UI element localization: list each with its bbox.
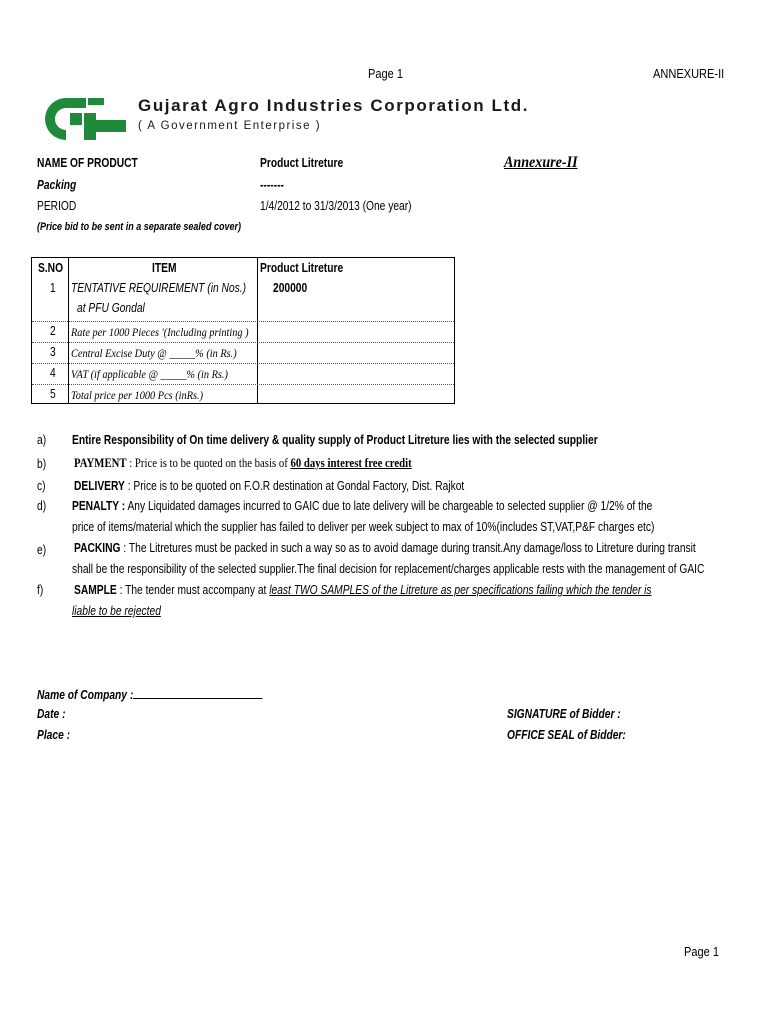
place-label: Place : bbox=[37, 728, 71, 742]
term-d-text: Any Liquidated damages incurred to GAIC due to late delivery will be chargeable to selected supplier @ 1/2% of the bbox=[125, 499, 653, 513]
office-seal-label: OFFICE SEAL of Bidder: bbox=[507, 728, 626, 742]
page-number-bottom: Page 1 bbox=[684, 944, 720, 959]
price-bid-note: (Price bid to be sent in a separate sealed cover) bbox=[37, 221, 242, 233]
row-1-sno: 1 bbox=[50, 281, 56, 295]
row-5-item: Total price per 1000 Pcs (inRs.) bbox=[71, 388, 204, 402]
term-f-marker: f) bbox=[37, 583, 44, 597]
term-d-heading: PENALTY : bbox=[72, 499, 126, 513]
row-divider bbox=[32, 363, 454, 364]
gaic-logo-icon bbox=[40, 96, 130, 147]
term-e-marker: e) bbox=[37, 543, 47, 557]
name-of-company-line bbox=[133, 686, 263, 699]
name-of-product-value: Product Litreture bbox=[260, 156, 344, 170]
term-d-marker: d) bbox=[37, 499, 47, 513]
term-f-line bbox=[74, 583, 651, 597]
company-subtitle: ( A Government Enterprise ) bbox=[138, 120, 322, 132]
term-b-text: : Price is to be quoted on the basis of bbox=[126, 456, 291, 470]
table-divider bbox=[257, 258, 258, 403]
term-e-text: : The Litretures must be packed in such a way so as to avoid damage during transit.Any damage/loss to Litreture during transit bbox=[120, 541, 696, 555]
row-2-sno: 2 bbox=[50, 324, 56, 338]
row-2-item: Rate per 1000 Pieces '(Including printing ) bbox=[71, 325, 249, 339]
period-value: 1/4/2012 to 31/3/2013 (One year) bbox=[260, 199, 412, 213]
signature-label: SIGNATURE of Bidder : bbox=[507, 707, 621, 721]
name-of-product-label: NAME OF PRODUCT bbox=[37, 156, 138, 170]
row-1-value: 200000 bbox=[273, 281, 308, 295]
term-e-line2: shall be the responsibility of the selected supplier.The final decision for replacement/charges applicable rests with the management of GAIC bbox=[72, 562, 705, 576]
term-d-line2: price of items/material which the supplier has failed to deliver per week subject to max of 10%(includes ST,VAT,P&F charges etc) bbox=[72, 520, 655, 534]
item-table bbox=[31, 257, 455, 404]
row-divider bbox=[32, 384, 454, 385]
term-c-marker: c) bbox=[37, 479, 46, 493]
term-b-emphasis: 60 days interest free credit bbox=[290, 456, 412, 470]
company-name: Gujarat Agro Industries Corporation Ltd. bbox=[138, 96, 530, 115]
term-f-text: : The tender must accompany at bbox=[116, 583, 270, 597]
term-c-line bbox=[74, 479, 464, 493]
page-number-top: Page 1 bbox=[368, 66, 404, 81]
row-divider bbox=[32, 342, 454, 343]
term-f-line2: liable to be rejected bbox=[72, 604, 161, 618]
row-4-sno: 4 bbox=[50, 366, 56, 380]
term-a-marker: a) bbox=[37, 433, 47, 447]
row-3-sno: 3 bbox=[50, 345, 56, 359]
period-label: PERIOD bbox=[37, 199, 77, 213]
term-d-line bbox=[72, 499, 652, 513]
term-c-heading: DELIVERY bbox=[74, 479, 125, 493]
table-divider bbox=[68, 258, 69, 403]
term-b-heading: PAYMENT bbox=[74, 456, 127, 470]
row-divider bbox=[32, 321, 454, 322]
header-sno: S.NO bbox=[38, 261, 64, 275]
term-a-text: Entire Responsibility of On time delivery & quality supply of Product Litreture lies with the selected supplier bbox=[72, 433, 598, 447]
row-3-item: Central Excise Duty @ _____% (in Rs.) bbox=[71, 346, 237, 360]
annexure-label-top: ANNEXURE-II bbox=[653, 66, 725, 81]
date-label: Date : bbox=[37, 707, 66, 721]
term-c-text: : Price is to be quoted on F.O.R destination at Gondal Factory, Dist. Rajkot bbox=[124, 479, 465, 493]
row-1-item: TENTATIVE REQUIREMENT (in Nos.) bbox=[71, 281, 247, 295]
annexure-title: Annexure-II bbox=[504, 154, 578, 171]
packing-label: Packing bbox=[37, 178, 77, 192]
header-product: Product Litreture bbox=[260, 261, 344, 275]
packing-value: ------- bbox=[260, 178, 284, 192]
header-item: ITEM bbox=[152, 261, 177, 275]
name-of-company-label: Name of Company : bbox=[37, 686, 263, 702]
term-b-marker: b) bbox=[37, 457, 47, 471]
row-4-item: VAT (if applicable @ _____% (in Rs.) bbox=[71, 367, 228, 381]
term-e-line bbox=[74, 541, 696, 555]
row-5-sno: 5 bbox=[50, 387, 56, 401]
row-1-item-line2: at PFU Gondal bbox=[77, 301, 145, 315]
term-f-emphasis: least TWO SAMPLES of the Litreture as per specifications failing which the tender is bbox=[269, 583, 652, 597]
term-b-line bbox=[74, 456, 412, 471]
term-e-heading: PACKING bbox=[74, 541, 121, 555]
term-f-heading: SAMPLE bbox=[74, 583, 117, 597]
